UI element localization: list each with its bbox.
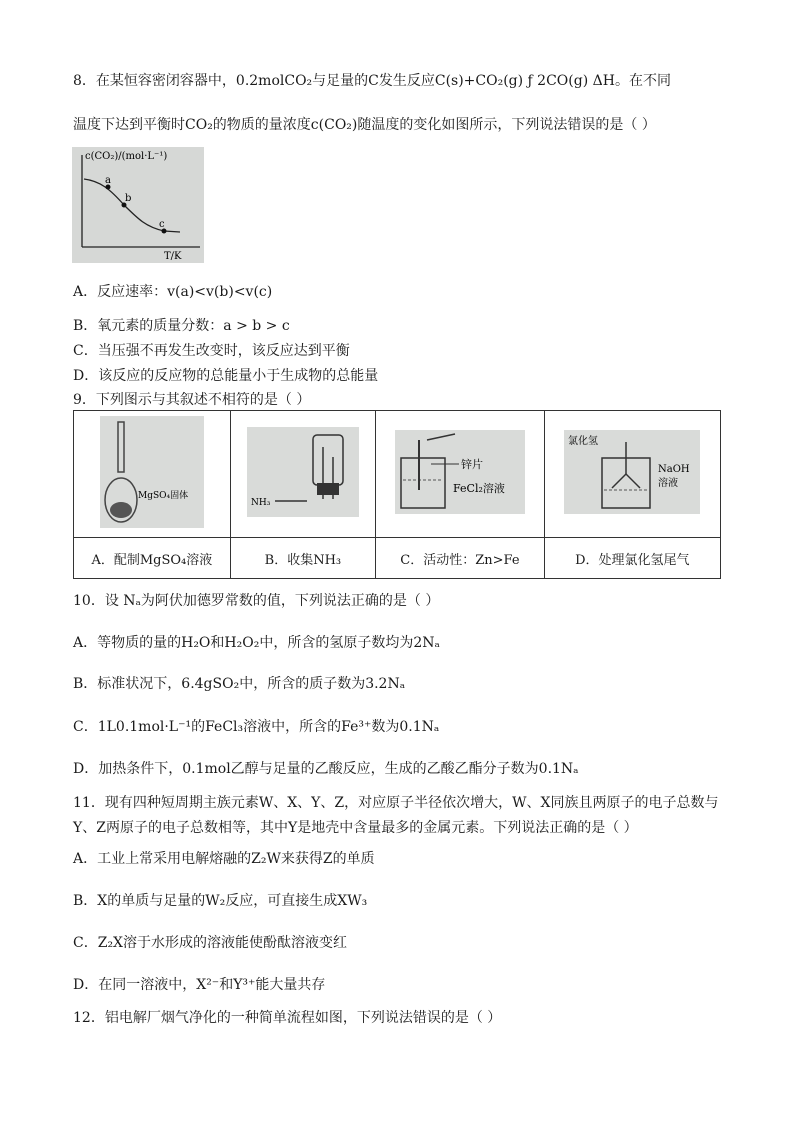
q11-option-a: A．工业上常采用电解熔融的Z₂W来获得Z的单质: [73, 851, 375, 867]
point-b-label: b: [125, 193, 132, 204]
q8-figure: [72, 147, 204, 263]
q12-stem: 12．铝电解厂烟气净化的一种简单流程如图，下列说法错误的是（ ）: [73, 1010, 502, 1026]
q11-option-b: B．X的单质与足量的W₂反应，可直接生成XW₃: [73, 893, 368, 909]
q9-caption-b: B．收集NH₃: [230, 538, 375, 579]
q8-option-d: D．该反应的反应物的总能量小于生成物的总能量: [73, 368, 379, 384]
q9-caption-a: A．配制MgSO₄溶液: [74, 538, 231, 579]
flask-label: MgSO₄固体: [137, 491, 188, 501]
q10-stem: 10．设 Nₐ为阿伏加德罗常数的值，下列说法正确的是（ ）: [73, 593, 440, 609]
q8-option-a: A．反应速率：v(a)<v(b)<v(c): [73, 284, 273, 300]
q9-image-b: [230, 411, 375, 538]
hcl-label: 氯化氢: [568, 436, 599, 447]
q8-stem-line1: 8．在某恒容密闭容器中，0.2molCO₂与足量的C发生反应C(s)+CO₂(g) ƒ 2CO(g) ΔH。在不同: [73, 73, 671, 89]
nh3-arrow-label: NH₃: [250, 498, 271, 508]
hcl-absorption-icon: [564, 430, 700, 514]
q8-stem-line2: 温度下达到平衡时CO₂的物质的量浓度c(CO₂)随温度的变化如图所示，下列说法错误的是（ ）: [73, 117, 656, 133]
q9-caption-c: C．活动性：Zn>Fe: [376, 538, 545, 579]
q11-option-d: D．在同一溶液中，X²⁻和Y³⁺能大量共存: [73, 977, 326, 993]
volumetric-flask-icon: [100, 416, 204, 528]
solution-label: 溶液: [658, 478, 679, 489]
q11-stem-line1: 11．现有四种短周期主族元素W、X、Y、Z，对应原子半径依次增大，W、X同族且两原子的电子总数与: [73, 795, 719, 811]
q10-option-d: D．加热条件下，0.1mol乙醇与足量的乙酸反应，生成的乙酸乙酯分子数为0.1Nₐ: [73, 761, 579, 777]
q8-option-b: B．氧元素的质量分数：a > b > c: [73, 318, 290, 334]
naoh-label: NaOH: [658, 464, 690, 475]
q10-option-b: B．标准状况下，6.4gSO₂中，所含的质子数为3.2Nₐ: [73, 676, 406, 692]
fecl2-label: FeCl₂溶液: [452, 482, 505, 495]
point-c-label: c: [159, 219, 165, 230]
q8-curve-plot: [72, 147, 204, 263]
q9-stem: 9．下列图示与其叙述不相符的是（ ）: [73, 392, 311, 408]
x-axis-label: T/K: [164, 251, 182, 262]
concentration-curve: [84, 179, 180, 232]
q10-option-c: C．1L0.1mol·L⁻¹的FeCl₃溶液中，所含的Fe³⁺数为0.1Nₐ: [73, 719, 440, 735]
q11-option-c: C．Z₂X溶于水形成的溶液能使酚酞溶液变红: [73, 935, 348, 951]
y-axis-label: c(CO₂)/(mol·L⁻¹): [85, 151, 168, 162]
q9-caption-d: D．处理氯化氢尾气: [544, 538, 720, 579]
q8-option-c: C．当压强不再发生改变时，该反应达到平衡: [73, 343, 350, 359]
zinc-beaker-icon: [395, 430, 525, 514]
q9-image-a: [74, 411, 231, 538]
gas-collection-bottle-icon: [247, 427, 359, 517]
point-a-label: a: [105, 175, 111, 186]
q9-figure-table: [73, 410, 721, 579]
zinc-label: 锌片: [460, 458, 483, 471]
q10-option-a: A．等物质的量的H₂O和H₂O₂中，所含的氢原子数均为2Nₐ: [73, 635, 440, 651]
q11-stem-line2: Y、Z两原子的电子总数相等，其中Y是地壳中含量最多的金属元素。下列说法正确的是（ ）: [73, 820, 638, 836]
q9-image-d: [544, 411, 720, 538]
q9-image-c: [376, 411, 545, 538]
